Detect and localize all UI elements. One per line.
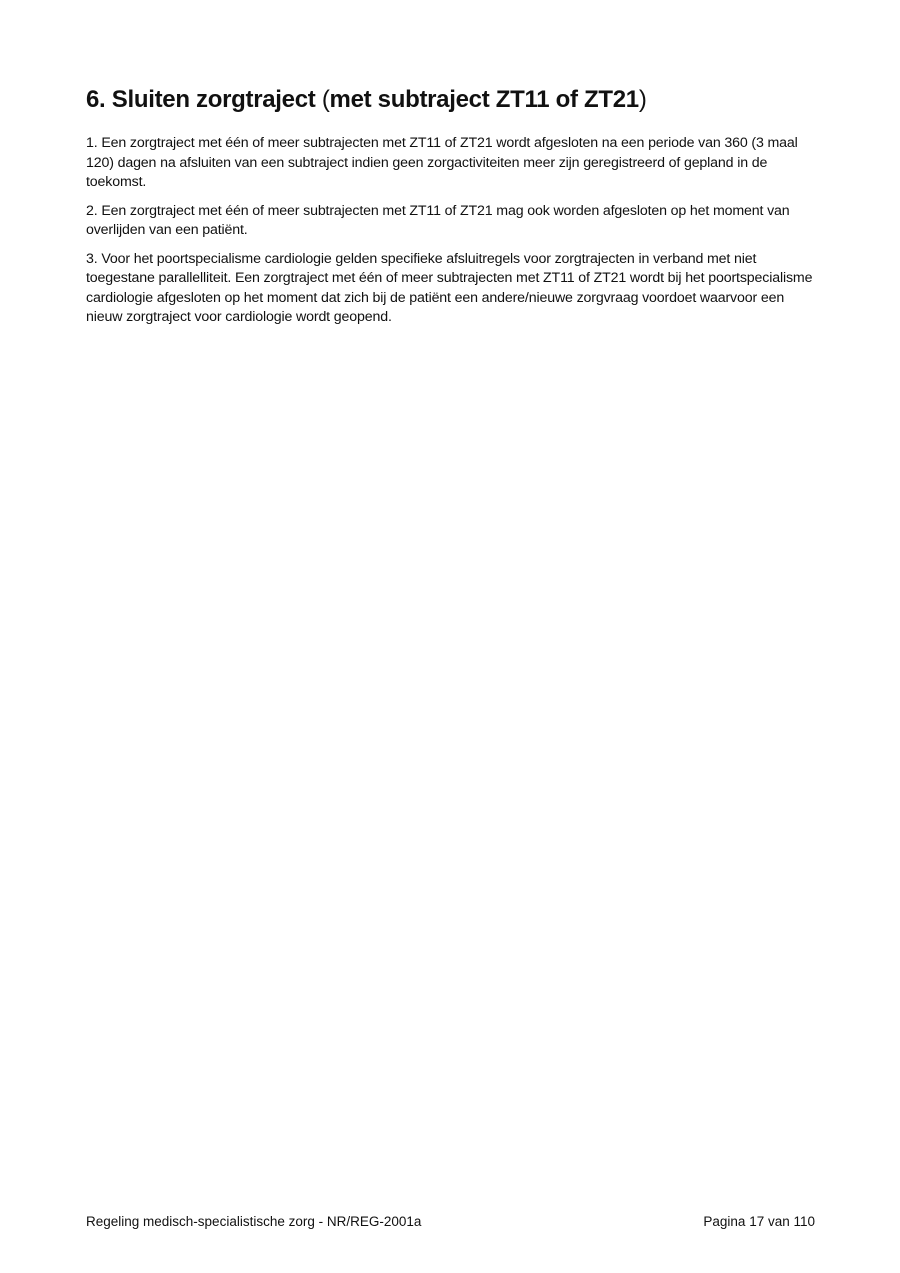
footer-page-number: Pagina 17 van 110 <box>703 1214 815 1229</box>
section-body <box>86 134 821 337</box>
heading-close-paren: ) <box>638 86 647 113</box>
paragraph-1: 1. Een zorgtraject met één of meer subtrajecten met ZT11 of ZT21 wordt afgesloten na een periode van 360 (3 maal 120) dagen na afsluiten van een subtraject indien geen zorgactiviteiten meer zijn geregistreerd of gepland in de toekomst. <box>86 135 798 190</box>
heading-main: 6. Sluiten zorgtraject <box>86 86 322 113</box>
heading-inner: met subtraject ZT11 of ZT21 <box>329 86 639 113</box>
paragraph-3: 3. Voor het poortspecialisme cardiologie gelden specifieke afsluitregels voor zorgtrajecten in verband met niet toegestane parallelliteit. Een zorgtraject met één of meer subtrajecten met ZT11 of ZT21 wordt bij het poortspecialisme cardiologie afgesloten op het moment dat zich bij de patiënt een andere/nieuwe zorgvraag voordoet waarvoor een nieuw zorgtraject voor cardiologie wordt geopend. <box>86 250 813 325</box>
heading-open-paren: ( <box>321 86 330 113</box>
paragraph-2: 2. Een zorgtraject met één of meer subtrajecten met ZT11 of ZT21 mag ook worden afgesloten op het moment van overlijden van een patiënt. <box>86 202 790 238</box>
footer-document-title: Regeling medisch-specialistische zorg - NR/REG-2001a <box>86 1214 422 1229</box>
section-heading <box>86 84 826 116</box>
